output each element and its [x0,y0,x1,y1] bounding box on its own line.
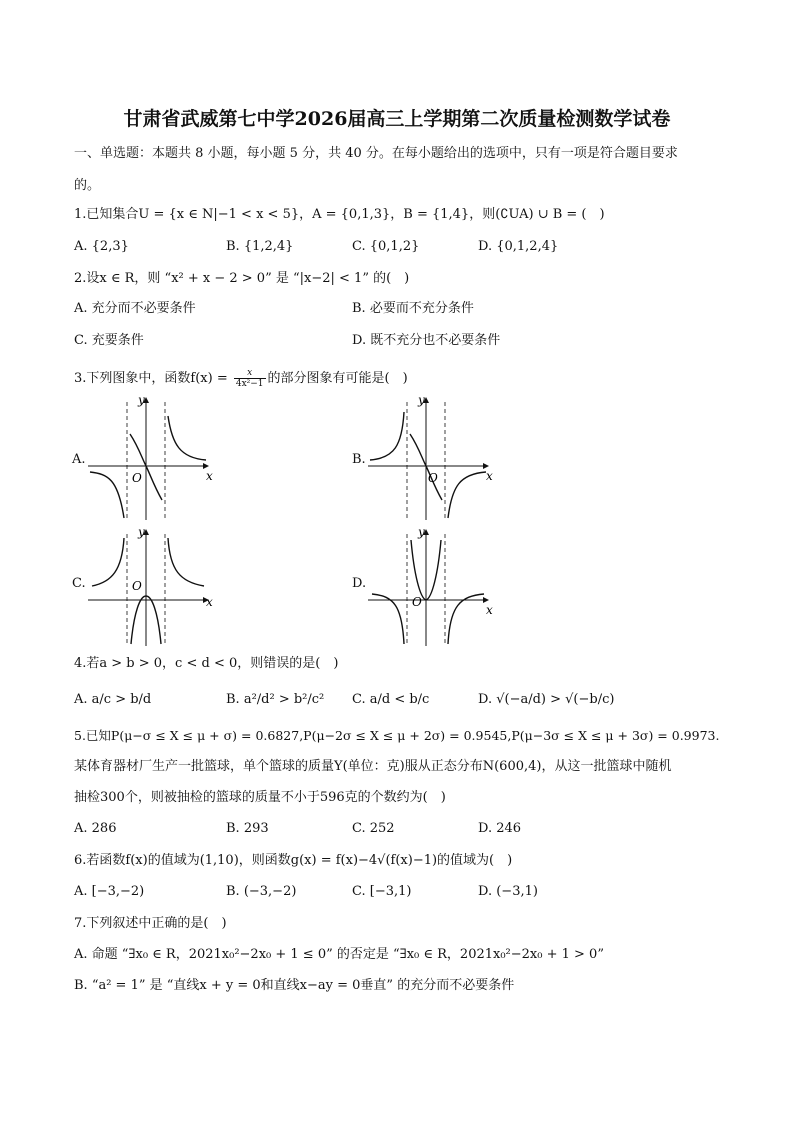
curve-left [92,538,124,586]
curve-left [370,412,404,460]
q4-option-c: C. a/d < b/c [352,692,430,707]
section-header-line1: 一、单选题：本题共 8 小题，每小题 5 分，共 40 分。在每小题给出的选项中，只有一项是符合题目要求 [74,146,678,161]
q4-stem: 4.若a > b > 0，c < d < 0，则错误的是( ) [74,656,339,671]
x-label: x [486,469,493,483]
q3-label-c: C. [72,576,86,591]
q2-stem: 2.设x ∈ R，则 “x² + x − 2 > 0” 是 “|x−2| < 1” 的( ) [74,271,410,286]
q5-line2: 某体育器材厂生产一批篮球，单个篮球的质量Y(单位：克)服从正态分布N(600,4)，从这一批篮球中随机 [74,759,672,774]
q6-option-b: B. (−3,−2) [226,884,297,899]
y-label: y [418,394,425,407]
q2-option-b: B. 必要而不充分条件 [352,301,474,316]
q3-graph-b [368,394,498,522]
curve-right [168,538,204,586]
y-label: y [418,526,425,539]
section-header-line2: 的。 [74,178,101,193]
q3-stem-post: 的部分图象有可能是( ) [267,371,408,386]
q6-option-d: D. (−3,1) [478,884,538,899]
origin-label: O [132,471,142,485]
q3-label-d: D. [352,576,367,591]
q2-option-a: A. 充分而不必要条件 [74,301,196,316]
q5-line3: 抽检300个，则被抽检的篮球的质量不小于596克的个数约为( ) [74,790,446,805]
page-title: 甘肃省武威第七中学2026届高三上学期第二次质量检测数学试卷 [123,108,671,130]
y-label: y [138,526,145,539]
q3-graph-c [88,526,218,648]
q3-frac-den: 4x²−1 [235,379,264,389]
x-label: x [486,603,493,617]
q7-stem: 7.下列叙述中正确的是( ) [74,916,227,931]
q1-option-d: D. {0,1,2,4} [478,239,559,254]
curve-right [448,594,484,644]
q5-option-b: B. 293 [226,821,269,836]
q1-option-a: A. {2,3} [74,239,129,254]
q3-frac-num: x [234,368,266,379]
curve-left [90,472,124,518]
q5-option-c: C. 252 [352,821,395,836]
q5-option-a: A. 286 [74,821,117,836]
q2-option-d: D. 既不充分也不必要条件 [352,333,501,348]
x-label: x [206,595,213,609]
q3-stem-pre: 3.下列图象中，函数f(x) = [74,371,232,386]
q5-option-d: D. 246 [478,821,522,836]
q6-stem: 6.若函数f(x)的值域为(1,10)，则函数g(x) = f(x)−4√(f(x)−1)的值域为( ) [74,853,513,868]
q4-option-d: D. √(−a/d) > √(−b/c) [478,692,615,707]
q3-fraction [234,368,266,389]
q1-option-b: B. {1,2,4} [226,239,294,254]
q4-option-b: B. a²/d² > b²/c² [226,692,325,707]
q3-label-b: B. [352,452,366,467]
y-label: y [138,394,145,407]
q5-line1: 5.已知P(μ−σ ≤ X ≤ μ + σ) = 0.6827,P(μ−2σ ≤ X ≤ μ + 2σ) = 0.9545,P(μ−3σ ≤ X ≤ μ + 3σ) = 0.9973. [74,728,720,743]
curve-left [372,594,404,644]
q4-option-a: A. a/c > b/d [74,692,152,707]
q6-option-c: C. [−3,1) [352,884,412,899]
q3-graph-d [368,526,498,648]
curve-right [448,472,486,518]
x-label: x [206,469,213,483]
origin-label: O [412,595,422,609]
q7-option-a: A. 命题 “∃x₀ ∈ R，2021x₀²−2x₀ + 1 ≤ 0” 的否定是 “∃x₀ ∈ R，2021x₀²−2x₀ + 1 > 0” [74,947,604,962]
q7-option-b: B. “a² = 1” 是 “直线x + y = 0和直线x−ay = 0垂直” 的充分而不必要条件 [74,978,515,993]
origin-label: O [132,579,142,593]
q3-stem [74,368,408,389]
q3-label-a: A. [72,452,86,467]
q1-option-c: C. {0,1,2} [352,239,420,254]
q2-option-c: C. 充要条件 [74,333,144,348]
q3-graph-a [88,394,218,522]
q6-option-a: A. [−3,−2) [74,884,145,899]
curve-right [168,416,206,460]
origin-label: O [428,471,438,485]
q1-stem: 1.已知集合U = {x ∈ N|−1 < x < 5}，A = {0,1,3}，B = {1,4}，则(∁UA) ∪ B = ( ) [74,207,605,222]
